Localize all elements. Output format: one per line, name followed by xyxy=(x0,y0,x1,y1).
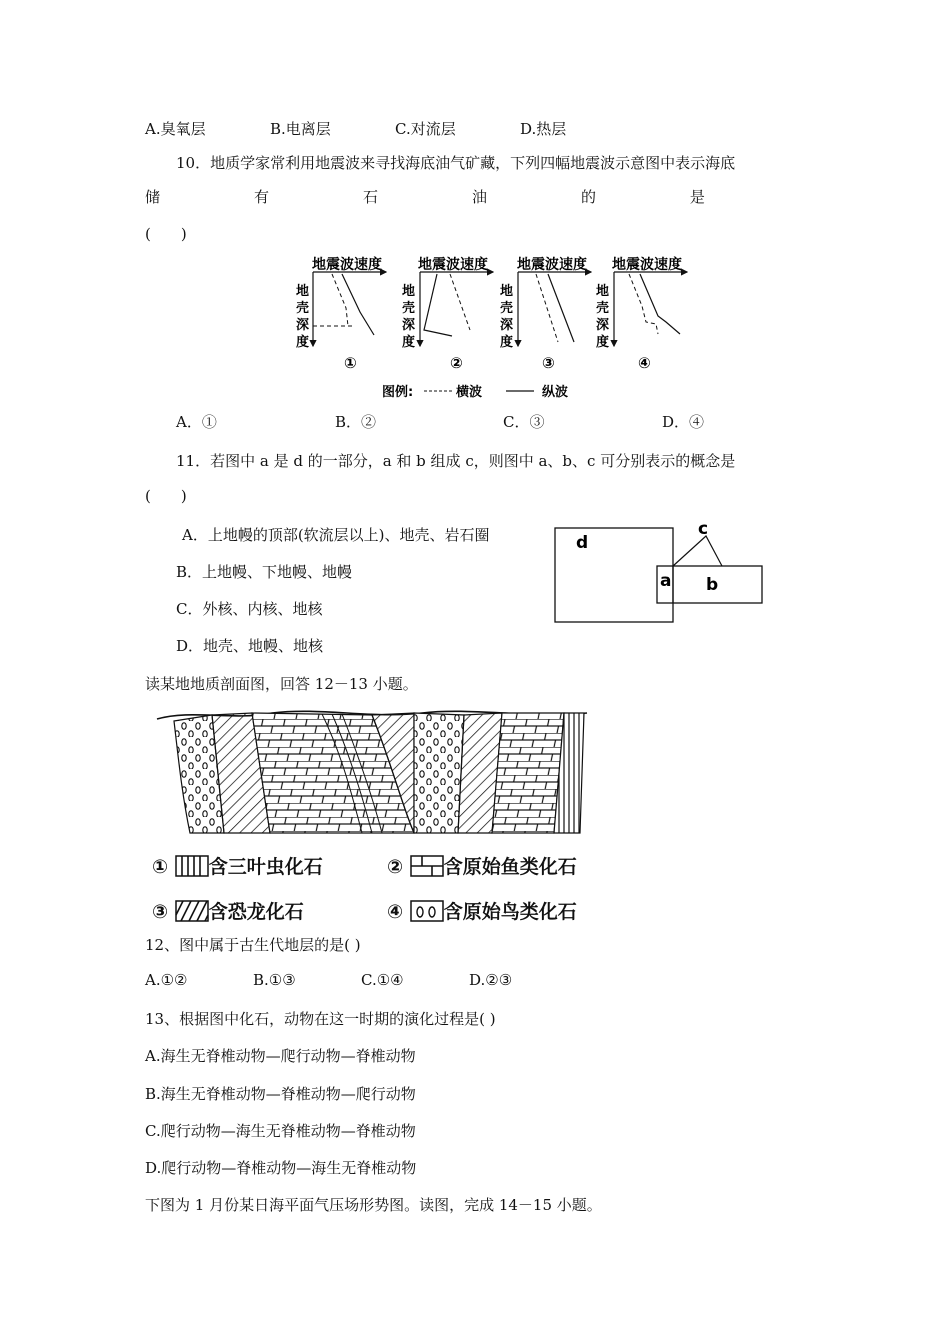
legend-num: ① xyxy=(152,856,169,878)
q11-option-d: D．地壳、地幔、地核 xyxy=(176,637,324,655)
q10-bracket: ( ) xyxy=(145,225,187,243)
q13-option-b: B.海生无脊椎动物—脊椎动物—爬行动物 xyxy=(145,1085,416,1103)
q11-option-c: C．外核、内核、地核 xyxy=(176,600,323,618)
depth-char: 壳 xyxy=(596,301,610,316)
depth-char: 地 xyxy=(402,284,416,299)
dinosaur-pattern-icon xyxy=(175,900,209,922)
depth-char: 地 xyxy=(296,284,310,299)
q9-option-a: A.臭氧层 xyxy=(145,120,206,138)
legend-solid-text: 纵波 xyxy=(542,385,569,400)
q10-option-c: C．③ xyxy=(503,413,545,431)
depth-char: 度 xyxy=(296,335,310,350)
speed-label: 地震波速度 xyxy=(517,257,587,273)
depth-char: 度 xyxy=(402,335,416,350)
q10-option-b: B．② xyxy=(335,413,377,431)
q10-char: 是 xyxy=(689,188,705,206)
q10-char: 有 xyxy=(253,188,269,206)
label-d: d xyxy=(576,533,589,553)
seismic-panel-2 xyxy=(402,256,493,372)
trilobite-pattern-icon xyxy=(175,855,209,877)
depth-char: 壳 xyxy=(296,301,310,316)
legend-text: 含原始鱼类化石 xyxy=(443,856,577,878)
legend-text: 含原始鸟类化石 xyxy=(443,901,577,923)
depth-char: 度 xyxy=(500,335,514,350)
label-c: c xyxy=(698,519,709,539)
bracket-c xyxy=(673,536,722,566)
seismic-panel-3 xyxy=(500,256,591,372)
legend-prefix: 图例: xyxy=(382,385,414,400)
q11-stem: 11．若图中 a 是 d 的一部分，a 和 b 组成 c，则图中 a、b、c 可分别表示的概念是 xyxy=(176,452,736,470)
depth-char: 深 xyxy=(500,318,514,333)
speed-label: 地震波速度 xyxy=(418,257,488,273)
legend-text: 含三叶虫化石 xyxy=(208,856,323,878)
q11-option-b: B．上地幔、下地幔、地幔 xyxy=(176,563,353,581)
q10-option-a: A．① xyxy=(176,413,217,431)
legend-num: ④ xyxy=(387,901,404,923)
depth-char: 度 xyxy=(596,335,610,350)
speed-label: 地震波速度 xyxy=(312,257,382,273)
q9-option-c: C.对流层 xyxy=(395,120,456,138)
depth-char: 深 xyxy=(296,318,310,333)
geologic-section-figure xyxy=(152,705,592,840)
intro-14-15: 下图为 1 月份某日海平面气压场形势图。读图，完成 14－15 小题。 xyxy=(145,1196,602,1214)
legend-text: 含恐龙化石 xyxy=(208,901,304,923)
fish-pattern-icon xyxy=(410,855,444,877)
q10-stem-line1: 10．地质学家常利用地震波来寻找海底油气矿藏，下列四幅地震波示意图中表示海底 xyxy=(176,154,736,172)
panel-number: ① xyxy=(344,354,357,372)
panel-number: ② xyxy=(450,354,463,372)
q12-option-d: D.②③ xyxy=(469,971,513,989)
depth-char: 壳 xyxy=(402,301,416,316)
bird-pattern-icon xyxy=(410,900,444,922)
seismic-wave-figure xyxy=(280,250,720,405)
depth-char: 深 xyxy=(596,318,610,333)
q10-char: 石 xyxy=(362,188,378,206)
concept-box-figure xyxy=(550,518,770,628)
q10-char: 油 xyxy=(471,188,487,206)
panel-number: ④ xyxy=(638,354,651,372)
legend-dash-text: 横波 xyxy=(456,385,483,400)
q12-option-a: A.①② xyxy=(145,971,188,989)
intro-12-13: 读某地地质剖面图，回答 12－13 小题。 xyxy=(145,675,418,693)
q10-option-d: D．④ xyxy=(662,413,705,431)
depth-char: 地 xyxy=(596,284,610,299)
q10-stem-line2 xyxy=(145,186,705,207)
depth-char: 深 xyxy=(402,318,416,333)
panel-number: ③ xyxy=(542,354,555,372)
q10-char: 储 xyxy=(145,188,161,206)
q9-option-d: D.热层 xyxy=(520,120,567,138)
legend-num: ③ xyxy=(152,901,169,923)
q12-stem: 12、图中属于古生代地层的是( ) xyxy=(145,936,361,954)
legend-item-3 xyxy=(152,897,304,924)
box-d xyxy=(555,528,673,622)
q13-option-c: C.爬行动物—海生无脊椎动物—脊椎动物 xyxy=(145,1122,416,1140)
legend-num: ② xyxy=(387,856,404,878)
legend-item-1 xyxy=(152,852,323,879)
q11-bracket: ( ) xyxy=(145,487,187,505)
q11-option-a: A．上地幔的顶部(软流层以上)、地壳、岩石圈 xyxy=(182,526,490,544)
label-a: a xyxy=(660,571,672,591)
label-b: b xyxy=(706,575,719,595)
q9-option-b: B.电离层 xyxy=(270,120,331,138)
legend-item-4 xyxy=(387,897,577,924)
depth-char: 壳 xyxy=(500,301,514,316)
legend-item-2 xyxy=(387,852,577,879)
seismic-panel-4 xyxy=(596,256,687,372)
q12-option-c: C.①④ xyxy=(361,971,404,989)
q13-option-d: D.爬行动物—脊椎动物—海生无脊椎动物 xyxy=(145,1159,417,1177)
q12-option-b: B.①③ xyxy=(253,971,296,989)
q13-option-a: A.海生无脊椎动物—爬行动物—脊椎动物 xyxy=(145,1047,416,1065)
depth-char: 地 xyxy=(500,284,514,299)
q10-char: 的 xyxy=(580,188,596,206)
q13-stem: 13、根据图中化石，动物在这一时期的演化过程是( ) xyxy=(145,1010,496,1028)
seismic-panel-1 xyxy=(296,256,386,372)
speed-label: 地震波速度 xyxy=(612,257,682,273)
